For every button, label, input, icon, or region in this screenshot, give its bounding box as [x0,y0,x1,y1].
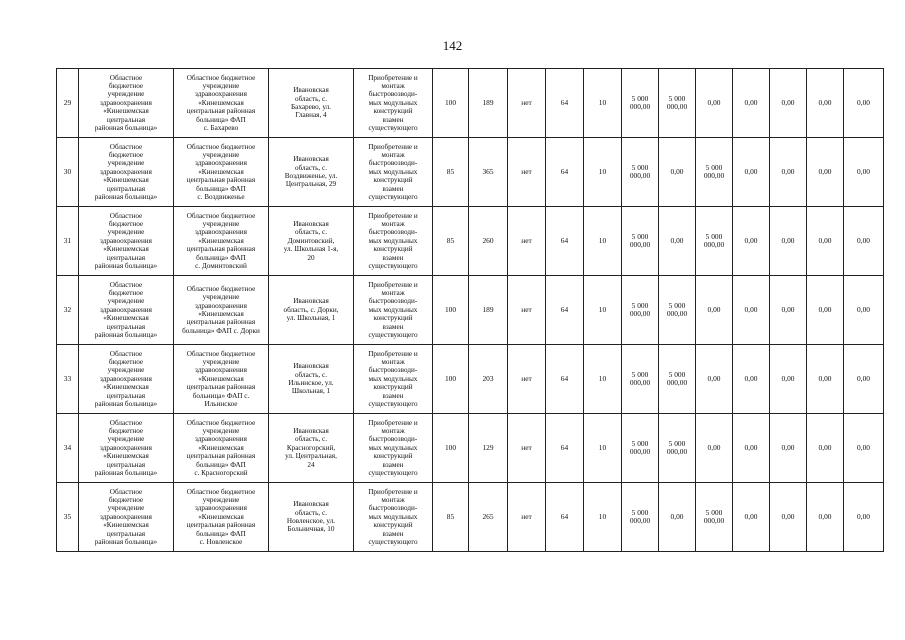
area-cell: 85 [433,483,469,552]
facility-cell: Областное бюджетное учреждение здравоохранения «Кинешемская центральная районная больница» ФАП с. Воздвиженье [174,138,269,207]
total-cost-cell: 5 000 000,00 [622,483,659,552]
cost-year-4-cell: 0,00 [770,414,807,483]
table-row [57,483,884,552]
row-number-cell: 30 [57,138,79,207]
staff-cell: 10 [584,69,622,138]
total-cost-cell: 5 000 000,00 [622,414,659,483]
total-cost-cell: 5 000 000,00 [622,69,659,138]
address-cell: Ивановская область, с. Дорки, ул. Школьная, 1 [269,276,354,345]
cost-year-3-cell: 0,00 [733,483,770,552]
cost-year-3-cell: 0,00 [733,345,770,414]
cost-year-4-cell: 0,00 [770,276,807,345]
address-cell: Ивановская область, с. Доминтовский, ул. Школьная 1-я, 20 [269,207,354,276]
cost-year-6-cell: 0,00 [844,69,884,138]
table-row [57,276,884,345]
work-description-cell: Приобретение и монтаж быстровозводи- мых модульных конструкций взамен существующего [354,138,433,207]
area-cell: 100 [433,345,469,414]
total-cost-cell: 5 000 000,00 [622,207,659,276]
page-number: 142 [442,38,463,53]
cost-year-6-cell: 0,00 [844,207,884,276]
cost-year-5-cell: 0,00 [807,138,844,207]
cost-year-2-cell: 5 000 000,00 [696,138,733,207]
facility-cell: Областное бюджетное учреждение здравоохранения «Кинешемская центральная районная больница» ФАП с. Доминтовский [174,207,269,276]
table-row [57,138,884,207]
work-description-cell: Приобретение и монтаж быстровозводи- мых модульных конструкций взамен существующего [354,483,433,552]
availability-cell: нет [508,69,546,138]
cost-year-2-cell: 0,00 [696,345,733,414]
cost-year-4-cell: 0,00 [770,69,807,138]
cost-year-1-cell: 0,00 [659,483,696,552]
cost-year-3-cell: 0,00 [733,69,770,138]
population-cell: 365 [469,138,508,207]
cost-year-4-cell: 0,00 [770,207,807,276]
availability-cell: нет [508,345,546,414]
facility-cell: Областное бюджетное учреждение здравоохранения «Кинешемская центральная районная больница» ФАП с. Новленское [174,483,269,552]
area-cell: 100 [433,276,469,345]
availability-cell: нет [508,138,546,207]
module-area-cell: 64 [546,207,584,276]
row-number-cell: 33 [57,345,79,414]
table-row [57,207,884,276]
population-cell: 129 [469,414,508,483]
work-description-cell: Приобретение и монтаж быстровозводи- мых модульных конструкций взамен существующего [354,69,433,138]
population-cell: 265 [469,483,508,552]
row-number-cell: 35 [57,483,79,552]
availability-cell: нет [508,276,546,345]
cost-year-5-cell: 0,00 [807,207,844,276]
organization-cell: Областное бюджетное учреждение здравоохранения «Кинешемская центральная районная больница» [79,414,174,483]
address-cell: Ивановская область, с. Ильинское, ул. Школьная, 1 [269,345,354,414]
cost-year-2-cell: 0,00 [696,276,733,345]
cost-year-1-cell: 5 000 000,00 [659,69,696,138]
facility-cell: Областное бюджетное учреждение здравоохранения «Кинешемская центральная районная больница» ФАП с. Дорки [174,276,269,345]
total-cost-cell: 5 000 000,00 [622,276,659,345]
cost-year-2-cell: 0,00 [696,69,733,138]
table-row [57,345,884,414]
staff-cell: 10 [584,483,622,552]
row-number-cell: 31 [57,207,79,276]
organization-cell: Областное бюджетное учреждение здравоохранения «Кинешемская центральная районная больница» [79,345,174,414]
cost-year-1-cell: 5 000 000,00 [659,276,696,345]
staff-cell: 10 [584,276,622,345]
work-description-cell: Приобретение и монтаж быстровозводи- мых модульных конструкций взамен существующего [354,207,433,276]
cost-year-1-cell: 0,00 [659,138,696,207]
row-number-cell: 29 [57,69,79,138]
module-area-cell: 64 [546,483,584,552]
organization-cell: Областное бюджетное учреждение здравоохранения «Кинешемская центральная районная больница» [79,276,174,345]
address-cell: Ивановская область, с. Новленское, ул. Больничная, 10 [269,483,354,552]
cost-year-6-cell: 0,00 [844,138,884,207]
staff-cell: 10 [584,207,622,276]
cost-year-1-cell: 0,00 [659,207,696,276]
address-cell: Ивановская область, с. Воздвиженье, ул. Центральная, 29 [269,138,354,207]
table-row [57,414,884,483]
cost-year-5-cell: 0,00 [807,276,844,345]
organization-cell: Областное бюджетное учреждение здравоохранения «Кинешемская центральная районная больница» [79,138,174,207]
area-cell: 100 [433,414,469,483]
area-cell: 85 [433,138,469,207]
staff-cell: 10 [584,345,622,414]
module-area-cell: 64 [546,276,584,345]
cost-year-6-cell: 0,00 [844,276,884,345]
cost-year-3-cell: 0,00 [733,207,770,276]
cost-year-5-cell: 0,00 [807,414,844,483]
facility-cell: Областное бюджетное учреждение здравоохранения «Кинешемская центральная районная больница» ФАП с. Ильинское [174,345,269,414]
organization-cell: Областное бюджетное учреждение здравоохранения «Кинешемская центральная районная больница» [79,69,174,138]
cost-year-3-cell: 0,00 [733,138,770,207]
row-number-cell: 34 [57,414,79,483]
table-row [57,69,884,138]
address-cell: Ивановская область, с. Бахарево, ул. Главная, 4 [269,69,354,138]
address-cell: Ивановская область, с. Красногорский, ул. Центральная, 24 [269,414,354,483]
cost-year-5-cell: 0,00 [807,69,844,138]
module-area-cell: 64 [546,414,584,483]
cost-year-3-cell: 0,00 [733,414,770,483]
cost-year-6-cell: 0,00 [844,483,884,552]
module-area-cell: 64 [546,345,584,414]
facilities-table [56,68,884,552]
cost-year-3-cell: 0,00 [733,276,770,345]
staff-cell: 10 [584,414,622,483]
organization-cell: Областное бюджетное учреждение здравоохранения «Кинешемская центральная районная больница» [79,207,174,276]
availability-cell: нет [508,414,546,483]
cost-year-2-cell: 5 000 000,00 [696,207,733,276]
cost-year-5-cell: 0,00 [807,483,844,552]
total-cost-cell: 5 000 000,00 [622,138,659,207]
cost-year-2-cell: 0,00 [696,414,733,483]
row-number-cell: 32 [57,276,79,345]
population-cell: 260 [469,207,508,276]
work-description-cell: Приобретение и монтаж быстровозводи- мых модульных конструкций взамен существующего [354,345,433,414]
work-description-cell: Приобретение и монтаж быстровозводи- мых модульных конструкций взамен существующего [354,276,433,345]
module-area-cell: 64 [546,69,584,138]
availability-cell: нет [508,207,546,276]
area-cell: 100 [433,69,469,138]
population-cell: 189 [469,69,508,138]
cost-year-5-cell: 0,00 [807,345,844,414]
cost-year-2-cell: 5 000 000,00 [696,483,733,552]
facility-cell: Областное бюджетное учреждение здравоохранения «Кинешемская центральная районная больница» ФАП с. Красногорский [174,414,269,483]
availability-cell: нет [508,483,546,552]
staff-cell: 10 [584,138,622,207]
population-cell: 203 [469,345,508,414]
facility-cell: Областное бюджетное учреждение здравоохранения «Кинешемская центральная районная больница» ФАП с. Бахарево [174,69,269,138]
cost-year-4-cell: 0,00 [770,138,807,207]
organization-cell: Областное бюджетное учреждение здравоохранения «Кинешемская центральная районная больница» [79,483,174,552]
cost-year-1-cell: 5 000 000,00 [659,345,696,414]
cost-year-4-cell: 0,00 [770,345,807,414]
area-cell: 85 [433,207,469,276]
cost-year-1-cell: 5 000 000,00 [659,414,696,483]
cost-year-4-cell: 0,00 [770,483,807,552]
table-body [57,69,884,552]
population-cell: 189 [469,276,508,345]
cost-year-6-cell: 0,00 [844,414,884,483]
cost-year-6-cell: 0,00 [844,345,884,414]
total-cost-cell: 5 000 000,00 [622,345,659,414]
work-description-cell: Приобретение и монтаж быстровозводи- мых модульных конструкций взамен существующего [354,414,433,483]
module-area-cell: 64 [546,138,584,207]
